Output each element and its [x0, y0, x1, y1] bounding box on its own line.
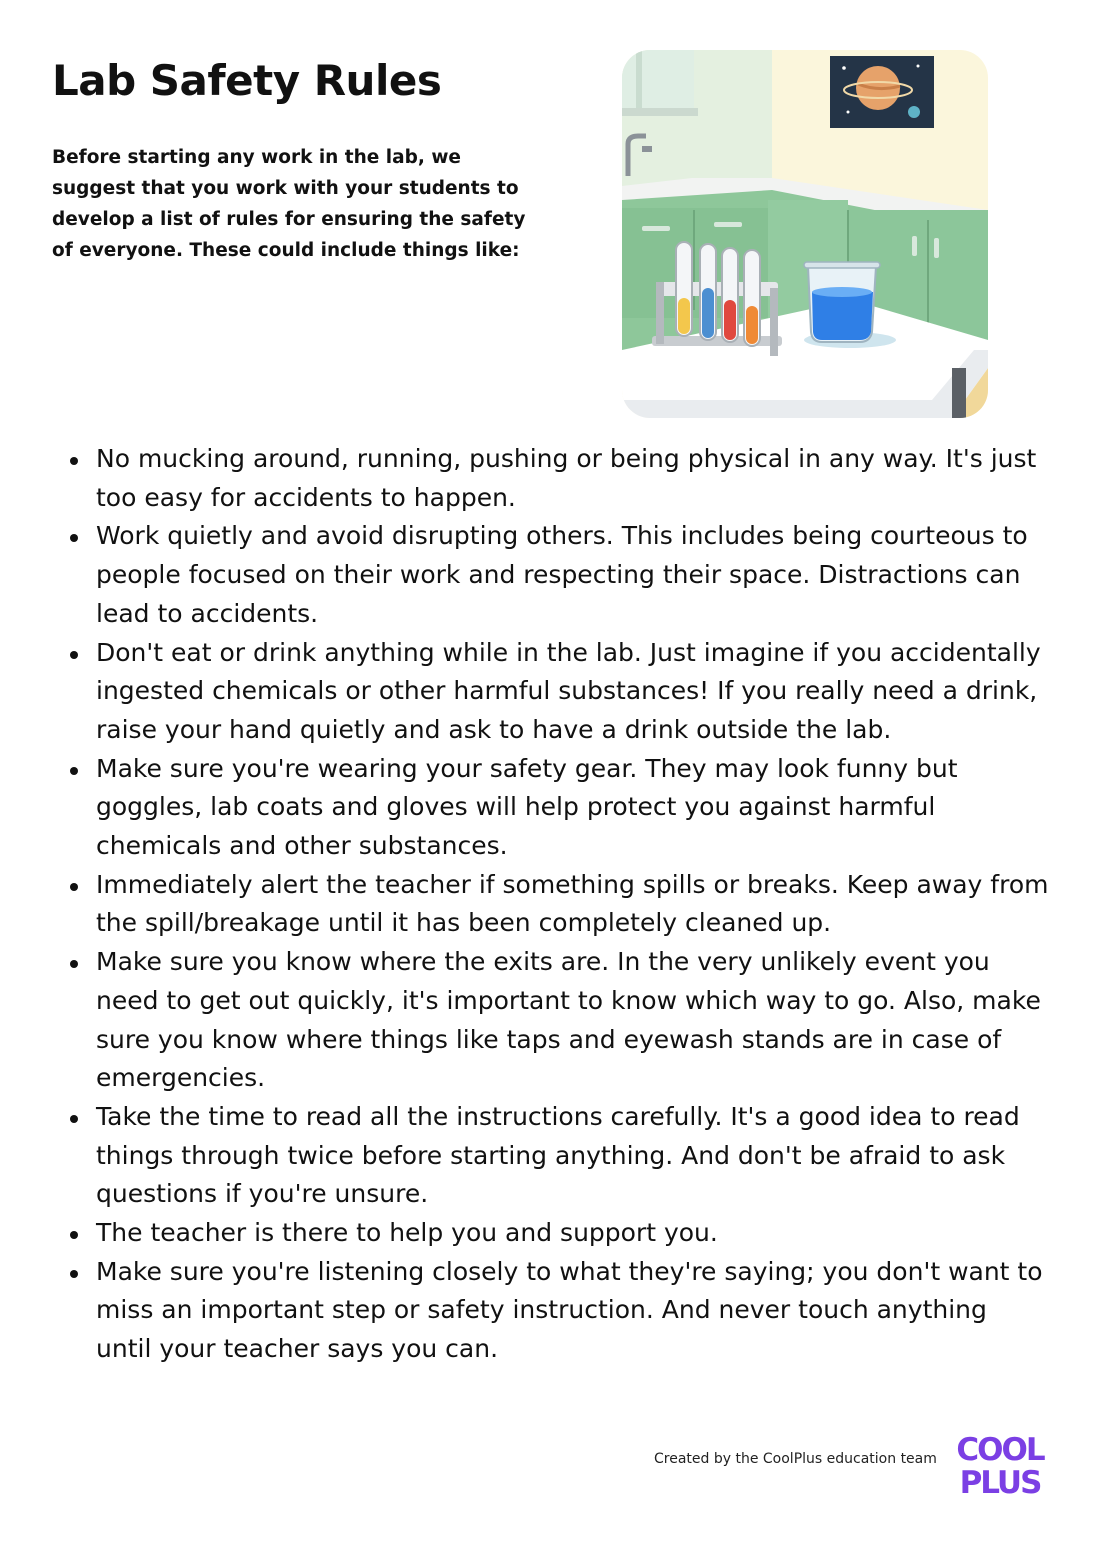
page-title: Lab Safety Rules [52, 56, 442, 105]
bullet-icon [70, 534, 78, 542]
bullet-icon [70, 960, 78, 968]
bullet-icon [70, 883, 78, 891]
bullet-icon [70, 1231, 78, 1239]
rule-text: The teacher is there to help you and support you. [96, 1218, 718, 1248]
list-item [60, 440, 1050, 517]
bullet-icon [70, 1115, 78, 1123]
science-lab-illustration-icon [622, 50, 988, 418]
rule-text: Don't eat or drink anything while in the lab. Just imagine if you accidentally ingested chemicals or other harmful substances! If you really need a drink, raise your hand quietly and ask to have a drink outside the lab. [96, 637, 1041, 744]
footer-credit: Created by the CoolPlus education team [654, 1451, 937, 1467]
safety-rules-list [60, 440, 1050, 1369]
rule-text: Immediately alert the teacher if something spills or breaks. Keep away from the spill/breakage until it has been completely cleaned up. [96, 869, 1049, 938]
rule-text: Take the time to read all the instructions carefully. It's a good idea to read things through twice before starting anything. And don't be afraid to ask questions if you're unsure. [96, 1101, 1020, 1209]
list-item [60, 943, 1050, 1098]
list-item [60, 517, 1050, 633]
logo-text-line1: COOL [956, 1432, 1044, 1468]
rule-text: Make sure you know where the exits are. In the very unlikely event you need to get out quickly, it's important to know which way to go. Also, make sure you know where things like taps and eyewash stands are in case of emergencies. [96, 947, 1041, 1093]
list-item [60, 1214, 1050, 1253]
bullet-icon [70, 651, 78, 659]
logo-text-line2: PLUS [959, 1465, 1041, 1496]
rule-text: Make sure you're wearing your safety gear. They may look funny but goggles, lab coats and gloves will help protect you against harmful chemicals and other substances. [96, 753, 958, 861]
bullet-icon [70, 767, 78, 775]
list-item [60, 866, 1050, 943]
coolplus-logo [950, 1430, 1050, 1496]
list-item [60, 634, 1050, 750]
rule-text: No mucking around, running, pushing or being physical in any way. It's just too easy for accidents to happen. [96, 444, 1037, 512]
rule-text: Work quietly and avoid disrupting others. This includes being courteous to people focused on their work and respecting their space. Distractions can lead to accidents. [96, 521, 1028, 628]
list-item [60, 1253, 1050, 1369]
rule-text: Make sure you're listening closely to what they're saying; you don't want to miss an important step or safety instruction. And never touch anything until your teacher says you can. [96, 1256, 1043, 1364]
list-item [60, 750, 1050, 866]
bullet-icon [70, 1270, 78, 1278]
bullet-icon [70, 457, 78, 465]
intro-paragraph: Before starting any work in the lab, we suggest that you work with your students to develop a list of rules for ensuring the safety of everyone. These could include things like: [52, 147, 526, 261]
list-item [60, 1098, 1050, 1214]
